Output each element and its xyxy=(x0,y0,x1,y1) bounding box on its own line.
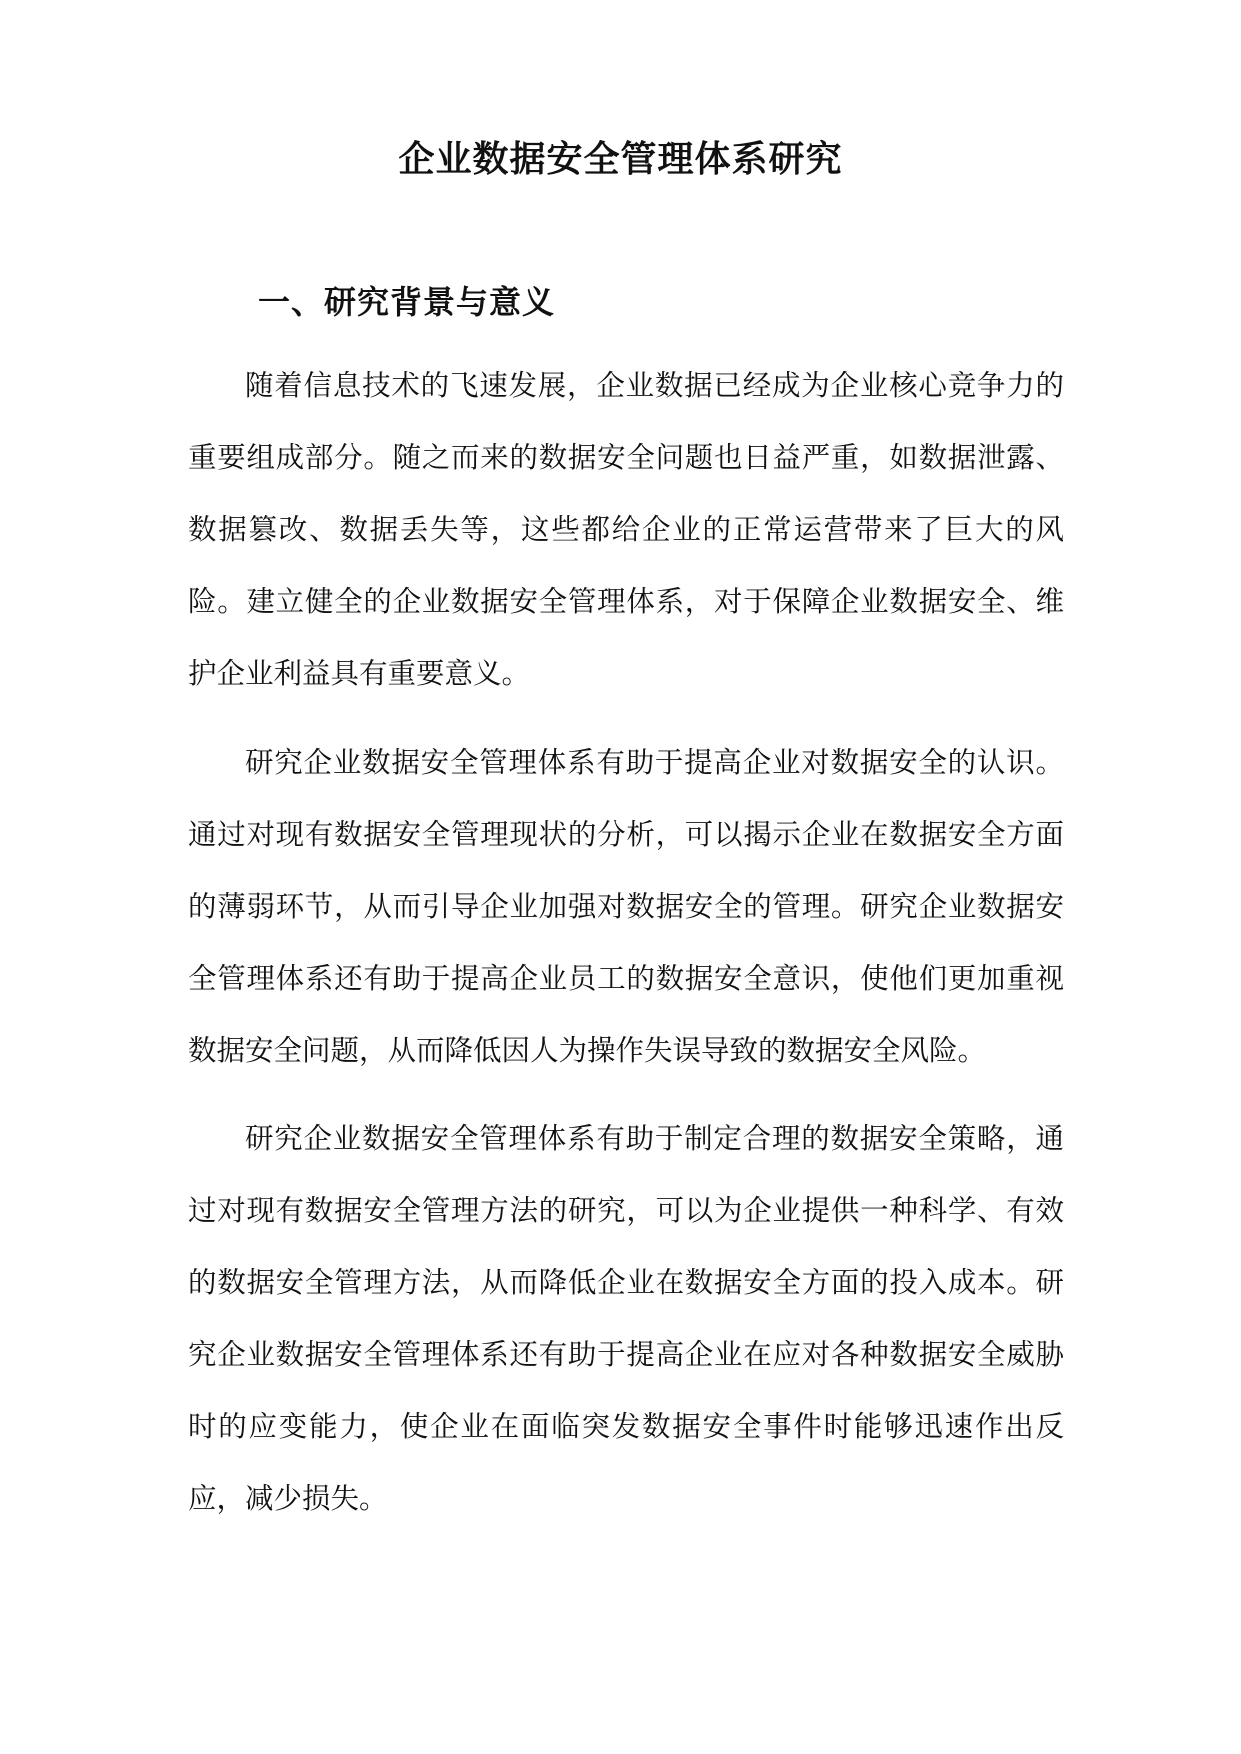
paragraph-3: 研究企业数据安全管理体系有助于制定合理的数据安全策略，通过对现有数据安全管理方法的研究，可以为企业提供一种科学、有效的数据安全管理方法，从而降低企业在数据安全方面的投入成本。研究企业数据安全管理体系还有助于提高企业在应对各种数据安全威胁时的应变能力，使企业在面临突发数据安全事件时能够迅速作出反应，减少损失。 xyxy=(188,1122,1064,1515)
paragraph-1: 随着信息技术的飞速发展，企业数据已经成为企业核心竞争力的重要组成部分。随之而来的数据安全问题也日益严重，如数据泄露、数据篡改、数据丢失等，这些都给企业的正常运营带来了巨大的风险。建立健全的企业数据安全管理体系，对于保障企业数据安全、维护企业利益具有重要意义。 xyxy=(188,369,1064,690)
paragraph-2: 研究企业数据安全管理体系有助于提高企业对数据安全的认识。通过对现有数据安全管理现状的分析，可以揭示企业在数据安全方面的薄弱环节，从而引导企业加强对数据安全的管理。研究企业数据安全管理体系还有助于提高企业员工的数据安全意识，使他们更加重视数据安全问题，从而降低因人为操作失误导致的数据安全风险。 xyxy=(188,746,1064,1067)
page-title: 企业数据安全管理体系研究 xyxy=(398,138,843,180)
section-heading: 一、研究背景与意义 xyxy=(258,283,556,321)
